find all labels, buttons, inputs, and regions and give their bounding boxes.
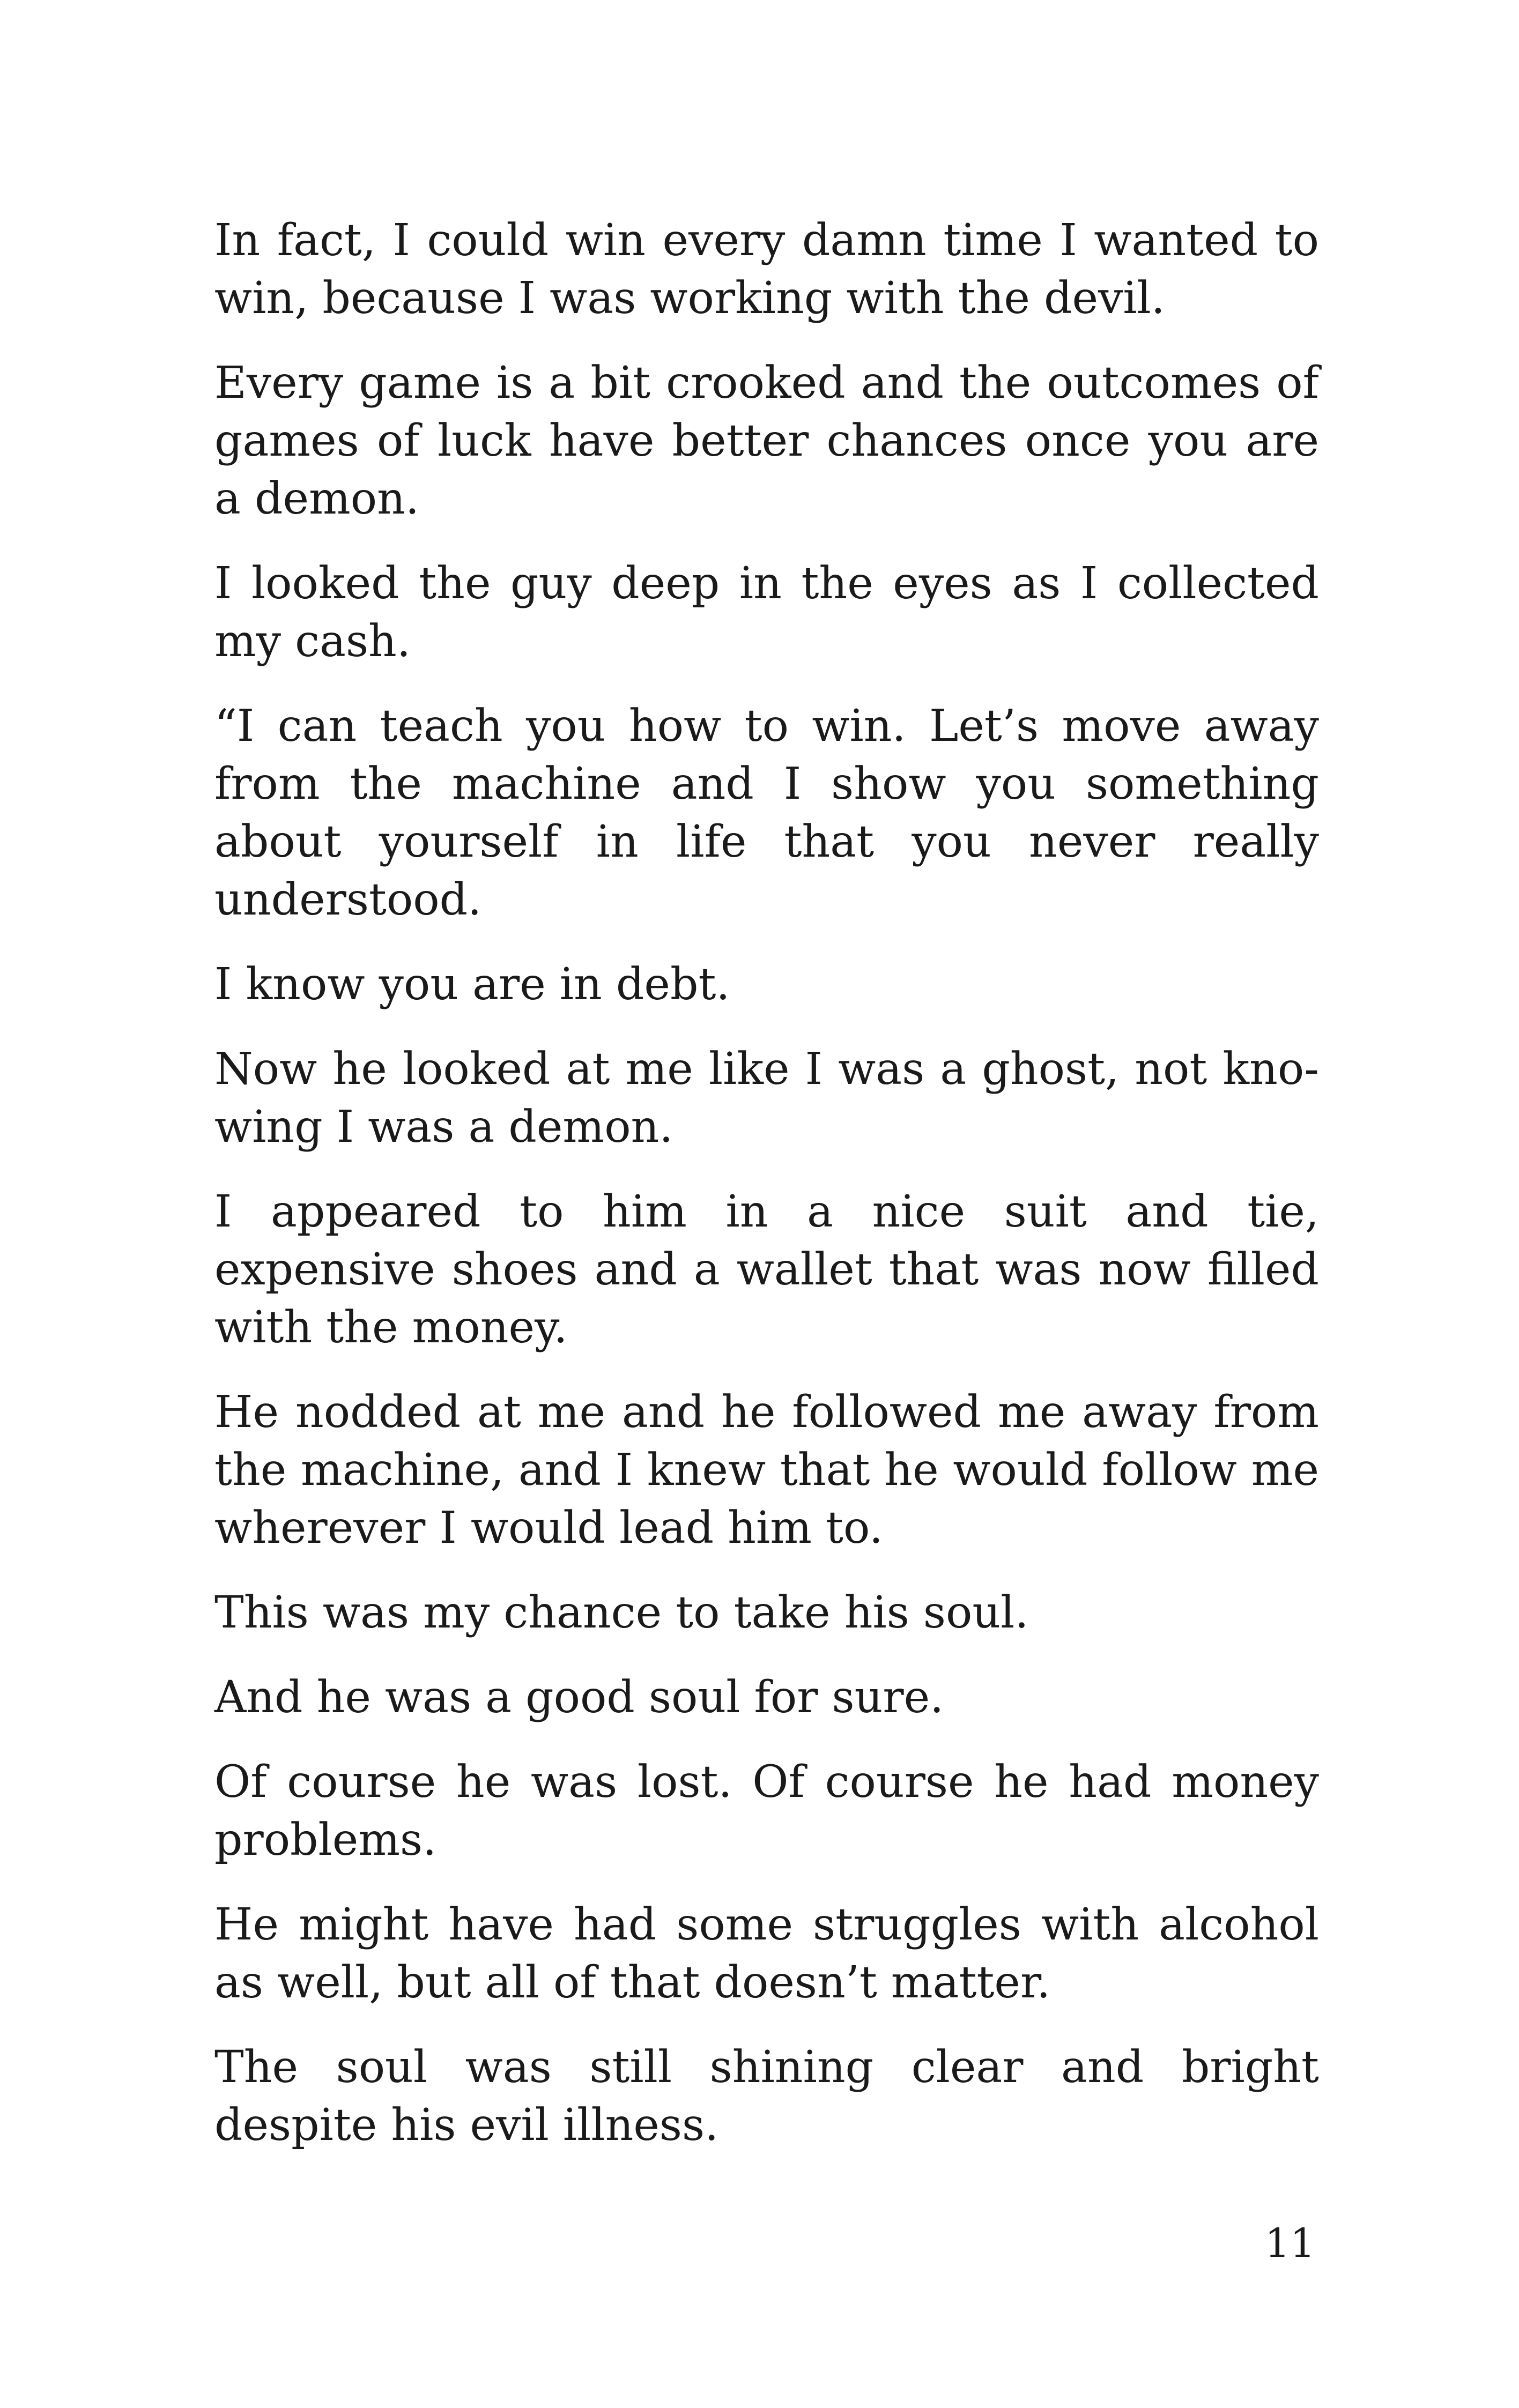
paragraph-13: The soul was still shining clear and bright despite his evil illness. — [214, 2042, 1319, 2151]
paragraph-6: Now he looked at me like I was a ghost, not knowing I was a demon. — [214, 1044, 1319, 1153]
paragraph-7: I appeared to him in a nice suit and tie, expensive shoes and a wallet that was now filled with the money. — [214, 1186, 1319, 1353]
paragraph-11: Of course he was lost. Of course he had money problems. — [214, 1757, 1319, 1866]
paragraph-3: I looked the guy deep in the eyes as I collected my cash. — [214, 558, 1319, 667]
paragraph-4: “I can teach you how to win. Let’s move away from the machine and I show you something about yourself in life that you never really understood. — [214, 701, 1319, 925]
paragraph-9: This was my chance to take his soul. — [214, 1587, 1029, 1638]
paragraph-12: He might have had some struggles with alcohol as well, but all of that doesn’t matter. — [214, 1899, 1319, 2008]
body-text — [214, 212, 1319, 2181]
page-number: 11 — [1264, 2220, 1315, 2266]
paragraph-5: I know you are in debt. — [214, 959, 730, 1010]
paragraph-1: In fact, I could win every damn time I wanted to win, because I was working with the devil. — [214, 215, 1319, 324]
paragraph-10: And he was a good soul for sure. — [214, 1672, 944, 1723]
paragraph-8: He nodded at me and he followed me away from the machine, and I knew that he would follow me wherever I would lead him to. — [214, 1387, 1319, 1554]
paragraph-2: Every game is a bit crooked and the outcomes of games of luck have better chances once you are a demon. — [214, 358, 1319, 524]
